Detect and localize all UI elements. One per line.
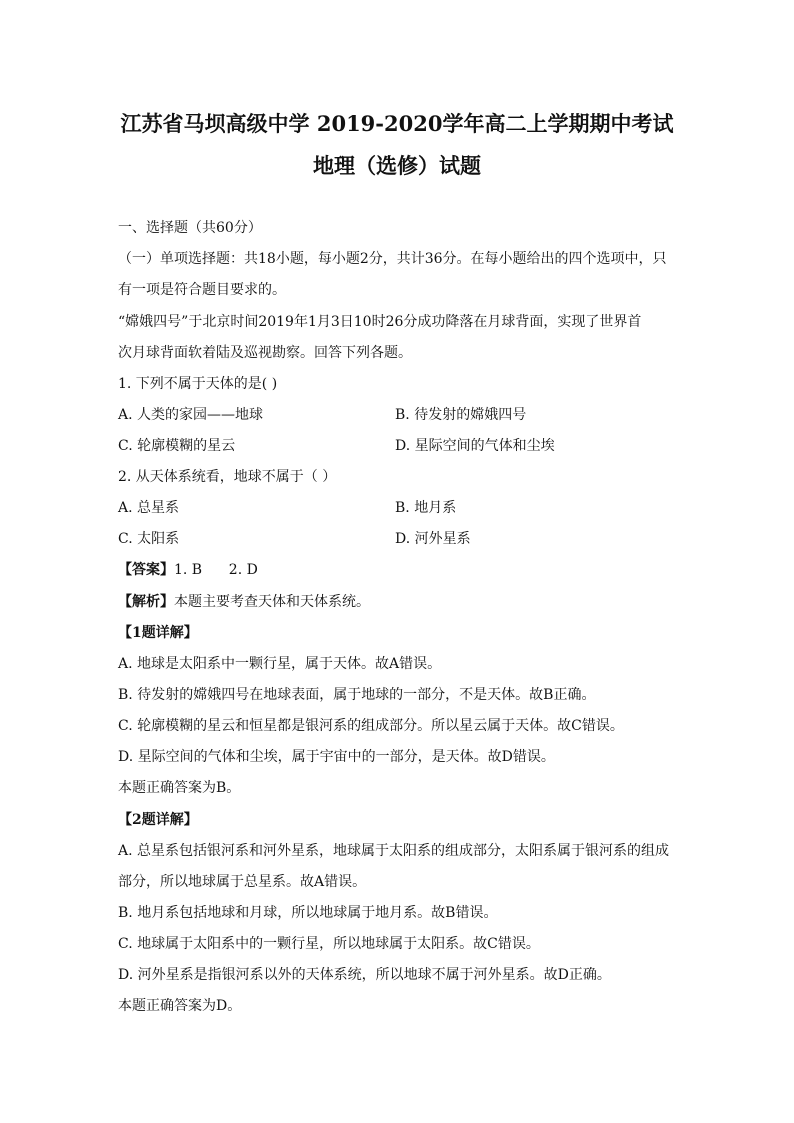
question-2-option-d: D. 河外星系 [395, 531, 471, 547]
q1-detail-line: A. 地球是太阳系中一颗行星，属于天体。故A错误。 [118, 656, 442, 672]
q1-conclusion: 本题正确答案为B。 [118, 780, 241, 796]
q1-detail-line: B. 待发射的嫦娥四号在地球表面，属于地球的一部分，不是天体。故B正确。 [118, 687, 596, 703]
analysis-text: 本题主要考查天体和天体系统。 [174, 594, 370, 610]
q2-conclusion: 本题正确答案为D。 [118, 998, 242, 1014]
question-1-option-d: D. 星际空间的气体和尘埃 [395, 438, 555, 454]
analysis-label: 【解析】 [118, 594, 174, 610]
question-2-option-a: A. 总星系 [118, 500, 180, 516]
question-2-option-c: C. 太阳系 [118, 531, 180, 547]
passage-line-1: “嫦娥四号”于北京时间2019年1月3日10时26分成功降落在月球背面，实现了世界首 [118, 314, 642, 330]
question-1-stem: 1. 下列不属于天体的是( ) [118, 376, 278, 392]
answer-text: 1. B 2. D [174, 562, 258, 578]
q1-detail-line: C. 轮廓模糊的星云和恒星都是银河系的组成部分。所以星云属于天体。故C错误。 [118, 718, 624, 734]
q2-detail-line: C. 地球属于太阳系中的一颗行星，所以地球属于太阳系。故C错误。 [118, 936, 540, 952]
q2-detail-line: B. 地月系包括地球和月球，所以地球属于地月系。故B错误。 [118, 905, 498, 921]
document-subtitle: 地理（选修）试题 [313, 153, 481, 178]
q2-detail-line: A. 总星系包括银河系和河外星系，地球属于太阳系的组成部分，太阳系属于银河系的组成 [118, 843, 670, 859]
document-title: 江苏省马坝高级中学 2019-2020学年高二上学期期中考试 [120, 111, 674, 136]
q1-detail-line: D. 星际空间的气体和尘埃，属于宇宙中的一部分，是天体。故D错误。 [118, 749, 555, 765]
question-1-option-a: A. 人类的家园——地球 [118, 407, 264, 423]
question-2-stem: 2. 从天体系统看，地球不属于（ ） [118, 469, 337, 485]
section-heading: 一、选择题（共60分） [118, 220, 262, 236]
answer-label: 【答案】 [118, 562, 174, 578]
analysis-line [118, 593, 698, 611]
question-1-option-b: B. 待发射的嫦娥四号 [395, 407, 527, 423]
passage-line-2: 次月球背面软着陆及巡视勘察。回答下列各题。 [118, 345, 412, 361]
instructions-line-1: （一）单项选择题：共18小题，每小题2分，共计36分。在每小题给出的四个选项中，只 [118, 251, 667, 267]
answer-line [118, 561, 698, 579]
q1-detail-heading: 【1题详解】 [118, 625, 198, 641]
question-2-option-b: B. 地月系 [395, 500, 457, 516]
instructions-line-2: 有一项是符合题目要求的。 [118, 282, 286, 298]
q2-detail-line: 部分，所以地球属于总星系。故A错误。 [118, 874, 367, 890]
q2-detail-line: D. 河外星系是指银河系以外的天体系统，所以地球不属于河外星系。故D正确。 [118, 967, 611, 983]
question-1-option-c: C. 轮廓模糊的星云 [118, 438, 236, 454]
q2-detail-heading: 【2题详解】 [118, 812, 198, 828]
